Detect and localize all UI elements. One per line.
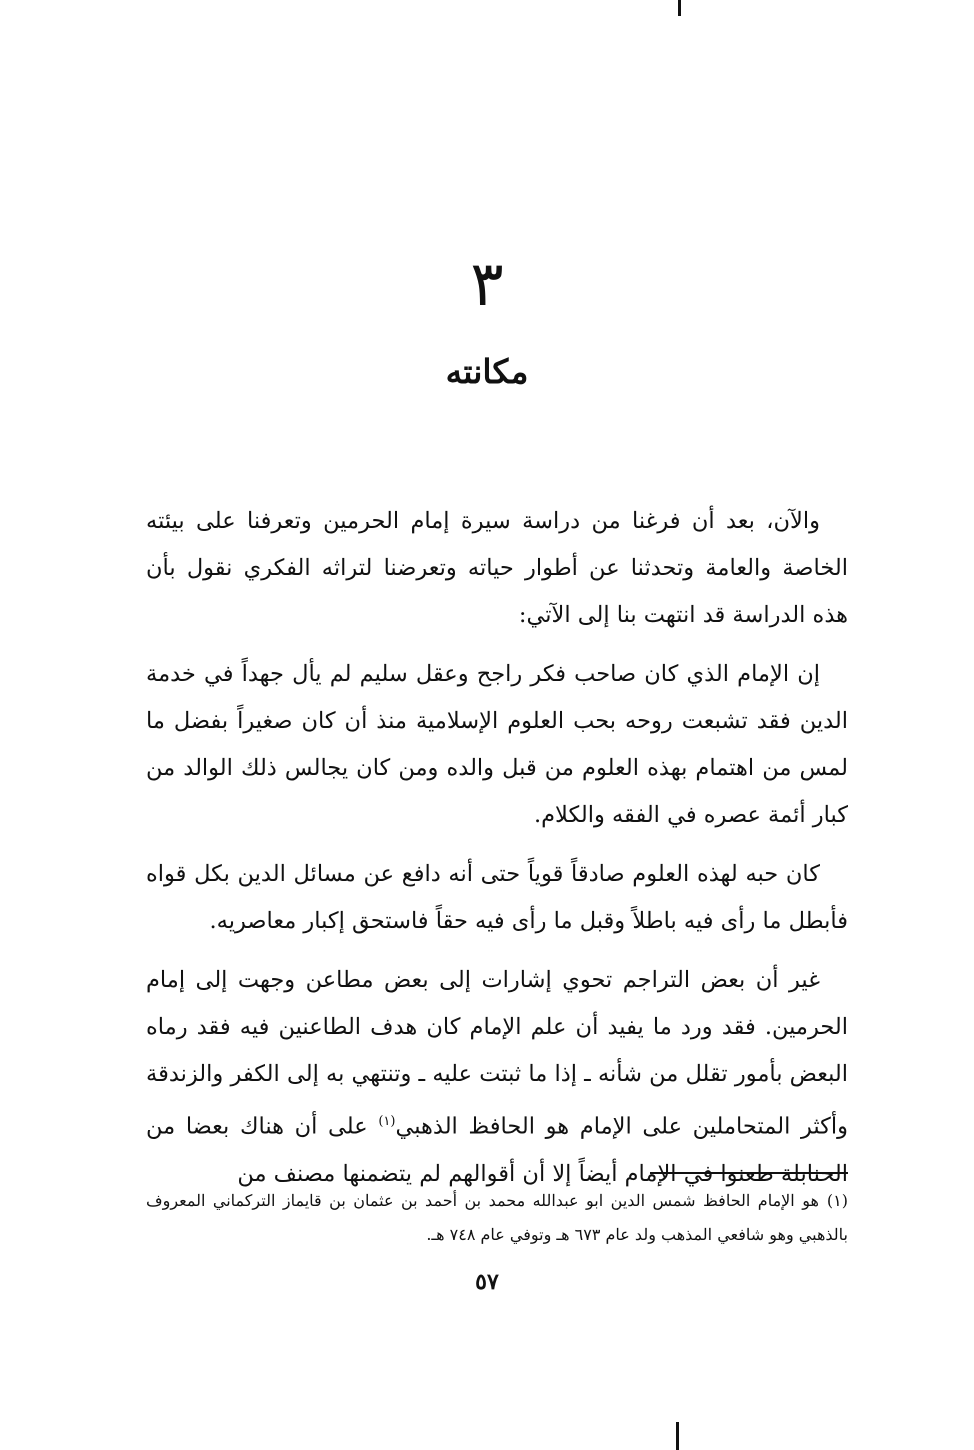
crop-mark-top [678,0,681,16]
paragraph-4-text-before-ref: غير أن بعض التراجم تحوي إشارات إلى بعض مطاعن وجهت إلى إمام الحرمين. فقد ورد ما يفيد أن علم الإمام كان هدف الطاعنين فيه فقد رماه البعض بأمور تقلل من شأنه ـ إذا ما ثبتت عليه ـ وتنتهي به إلى الكفر والزندقة وأكثر المتحاملين على الإمام هو الحافظ الذهبي [146,967,849,1140]
paragraph-1: والآن، بعد أن فرغنا من دراسة سيرة إمام الحرمين وتعرفنا على بيئته الخاصة والعامة وتحدثنا عن أطوار حياته وتعرضنا لتراثه الفكري نقول بأن هذه الدراسة قد انتهت بنا إلى الآتي: [146,508,848,628]
paragraph-4 [146,957,848,1198]
crop-mark-bottom [676,1422,679,1450]
chapter-number: ٣ [470,247,504,320]
footnote-text: هو الإمام الحافظ شمس الدين ابو عبدالله محمد بن أحمد بن عثمان بن قايماز التركماني المعروف بالذهبي وهو شافعي المذهب ولد عام ٦٧٣ هـ وتوفي عام ٧٤٨ هـ. [146,1191,848,1244]
paragraph-4-text-after-ref: على أن هناك بعضا من الحنابلة طعنوا في الإمام أيضاً إلا أن أقوالهم لم يتضمنها مصنف من [146,1113,848,1187]
chapter-title: مكانته [445,352,529,391]
footnote-reference: (١) [378,1114,396,1129]
footnote-separator [650,1172,848,1174]
main-text [146,498,848,1210]
paragraph-3: كان حبه لهذه العلوم صادقاً قوياً حتى أنه دافع عن مسائل الدين بكل قواه فأبطل ما رأى فيه باطلاً وقبل ما رأى فيه حقاً فاستحق إكبار معاصريه. [146,861,848,934]
footnote-number: (١) [826,1191,848,1210]
footnote [146,1184,848,1252]
paragraph-2: إن الإمام الذي كان صاحب فكر راجح وعقل سليم لم يأل جهداً في خدمة الدين فقد تشبعت روحه بحب العلوم الإسلامية منذ أن كان صغيراً بفضل ما لمس من اهتمام بهذه العلوم من قبل والده ومن كان يجالس ذلك الوالد من كبار أئمة عصره في الفقه والكلام. [146,661,848,828]
page-number: ٥٧ [475,1269,499,1295]
